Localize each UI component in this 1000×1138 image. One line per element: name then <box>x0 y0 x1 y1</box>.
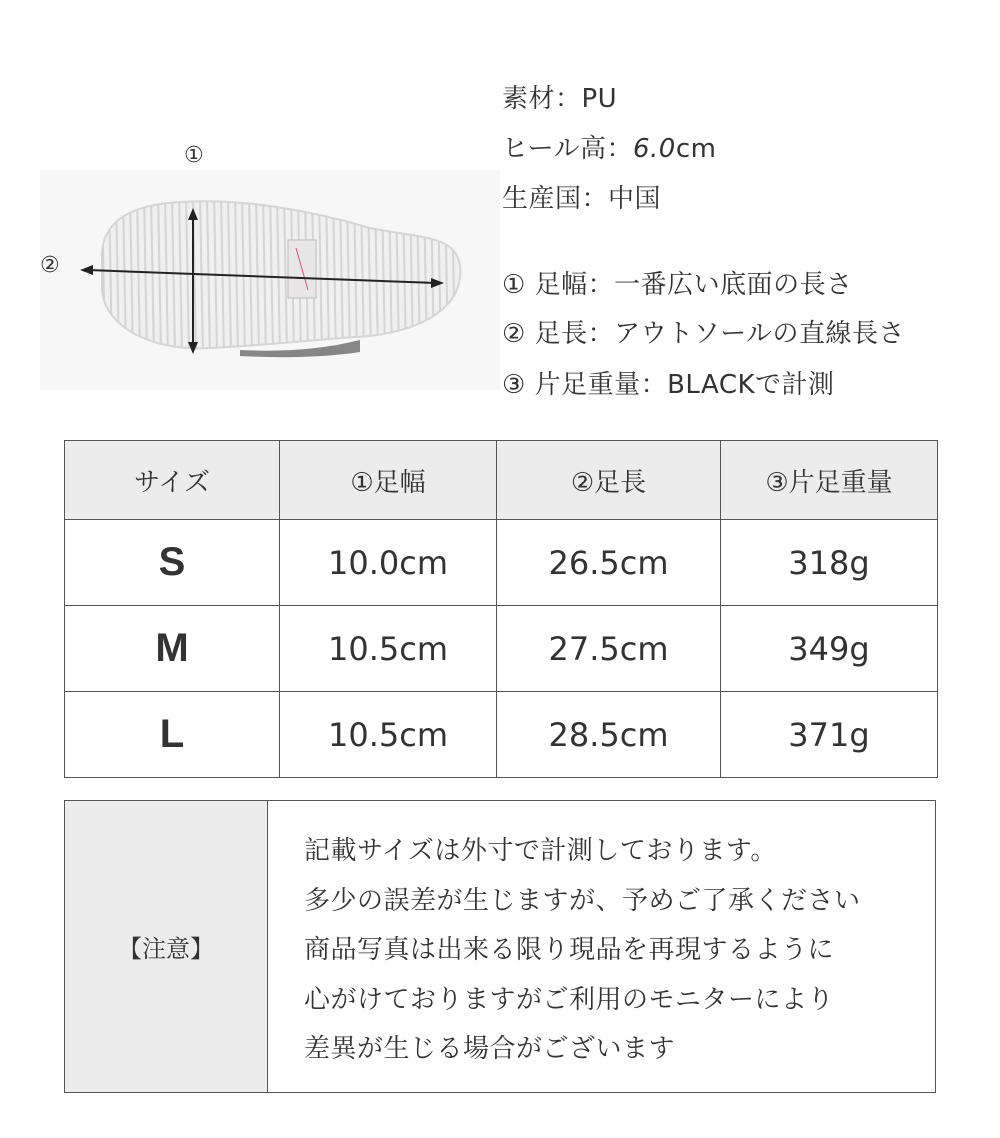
width-cell: 10.5cm <box>280 606 497 692</box>
notice-line: 心がけておりますがご利用のモニターにより <box>304 984 835 1015</box>
notice-line: 商品写真は出来る限り現品を再現するように <box>304 935 835 965</box>
legend-length: ② 足長：アウトソールの直線長さ <box>502 319 906 349</box>
notice-text <box>268 801 935 1092</box>
width-cell: 10.0cm <box>280 520 497 606</box>
size-cell: S <box>65 520 280 606</box>
notice-line: 多少の誤差が生じますが、予めご了承ください <box>304 885 861 916</box>
country-spec: 生産国：中国 <box>502 184 662 214</box>
table-row <box>65 606 938 692</box>
length-cell: 26.5cm <box>497 520 721 606</box>
size-table-header <box>65 441 938 520</box>
notice-label: 【注意】 <box>65 801 268 1092</box>
heel-height-label: ヒール高： <box>502 134 633 164</box>
weight-cell: 318g <box>721 520 938 606</box>
notice-line: 記載サイズは外寸で計測しております。 <box>304 836 777 866</box>
heel-height-value: 6.0 <box>632 134 676 164</box>
header-length: ②足長 <box>497 441 721 520</box>
heel-height-unit: cm <box>675 134 717 164</box>
legend-width: ① 足幅：一番広い底面の長さ <box>502 270 853 300</box>
length-cell: 27.5cm <box>497 606 721 692</box>
width-cell: 10.5cm <box>280 692 497 778</box>
size-cell: L <box>65 692 280 778</box>
shoe-sole-illustration <box>40 140 500 390</box>
length-cell: 28.5cm <box>497 692 721 778</box>
table-row <box>65 520 938 606</box>
marker-length-label: ② <box>40 253 60 278</box>
material-spec: 素材：PU <box>502 84 618 114</box>
header-weight: ③片足重量 <box>721 441 938 520</box>
table-row <box>65 692 938 778</box>
weight-cell: 371g <box>721 692 938 778</box>
shoe-sole-image <box>40 140 500 390</box>
header-width: ①足幅 <box>280 441 497 520</box>
weight-cell: 349g <box>721 606 938 692</box>
notice-box <box>64 800 936 1093</box>
heel-height-spec <box>502 128 716 165</box>
notice-line: 差異が生じる場合がございます <box>304 1034 676 1064</box>
size-cell: M <box>65 606 280 692</box>
legend-weight: ③ 片足重量：BLACKで計測 <box>502 370 835 400</box>
size-table <box>64 440 938 778</box>
marker-width-label: ① <box>184 143 204 168</box>
header-size: サイズ <box>65 441 280 520</box>
